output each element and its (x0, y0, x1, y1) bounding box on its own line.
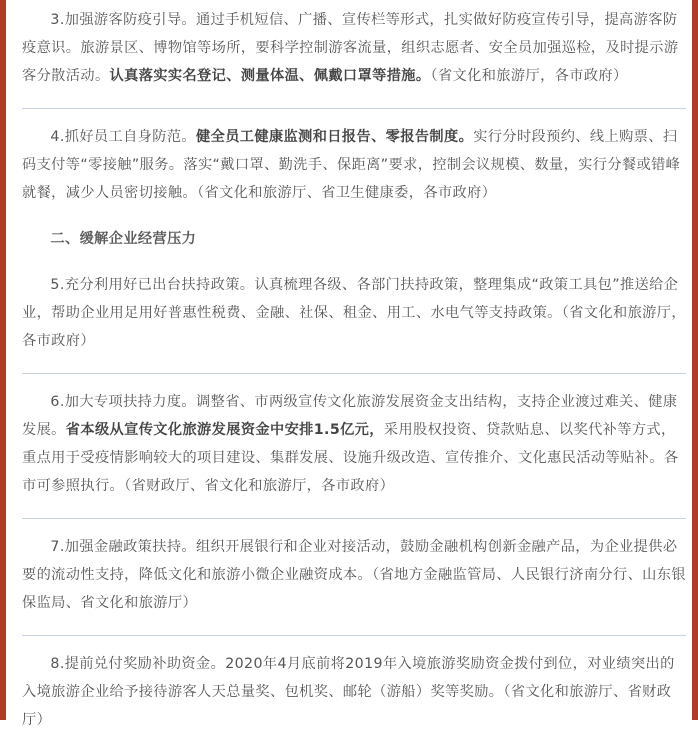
article-body (22, 6, 686, 752)
paragraph-8: 8.提前兑付奖励补助资金。2020年4月底前将2019年入境旅游奖励资金拨付到位，对业绩突出的入境旅游企业给予接待游客人天总量奖、包机奖、邮轮（游船）奖等奖励。（省文化和旅游厅、省财政厅） (22, 656, 675, 728)
divider (22, 635, 686, 636)
divider (22, 373, 686, 374)
paragraph-7: 7.加强金融政策扶持。组织开展银行和企业对接活动，鼓励金融机构创新金融产品，为企业提供必要的流动性支持，降低文化和旅游小微企业融资成本。（省地方金融监管局、人民银行济南分行、山东银保监局、省文化和旅游厅） (22, 539, 686, 611)
paragraph-4: 4.抓好员工自身防范。健全员工健康监测和日报告、零报告制度。实行分时段预约、线上购票、扫码支付等“零接触”服务。落实“戴口罩、勤洗手、保距离”要求，控制会议规模、数量，实行分餐或错峰就餐，减少人员密切接触。（省文化和旅游厅、省卫生健康委，各市政府） (22, 129, 681, 201)
divider (22, 518, 686, 519)
divider (22, 108, 686, 109)
bold-emphasis: 省本级从宣传文化旅游发展资金中安排1.5亿元， (65, 422, 384, 438)
paragraph-3: 3.加强游客防疫引导。通过手机短信、广播、宣传栏等形式，扎实做好防疫宣传引导，提高游客防疫意识。旅游景区、博物馆等场所，要科学控制游客流量，组织志愿者、安全员加强巡检，及时提示游客分散活动。认真落实实名登记、测量体温、佩戴口罩等措施。（省文化和旅游厅，各市政府） (22, 12, 679, 84)
section-heading: 二、缓解企业经营压力 (50, 231, 197, 247)
bold-emphasis: 认真落实实名登记、测量体温、佩戴口罩等措施。 (109, 68, 431, 84)
paragraph-6: 6.加大专项扶持力度。调整省、市两级宣传文化旅游发展资金支出结构，支持企业渡过难关、健康发展。省本级从宣传文化旅游发展资金中安排1.5亿元，采用股权投资、贷款贴息、以奖代补等方式，重点用于受疫情影响较大的项目建设、集群发展、设施升级改造、宣传推介、文化惠民活动等贴补。各市可参照执行。（省财政厅、省文化和旅游厅，各市政府） (22, 394, 679, 494)
paragraph-5: 5.充分利用好已出台扶持政策。认真梳理各级、各部门扶持政策，整理集成“政策工具包”推送给企业，帮助企业用足用好普惠性税费、金融、社保、租金、用工、水电气等支持政策。（省文化和旅游厅，各市政府） (22, 277, 686, 349)
bold-emphasis: 健全员工健康监测和日报告、零报告制度。 (196, 129, 474, 145)
